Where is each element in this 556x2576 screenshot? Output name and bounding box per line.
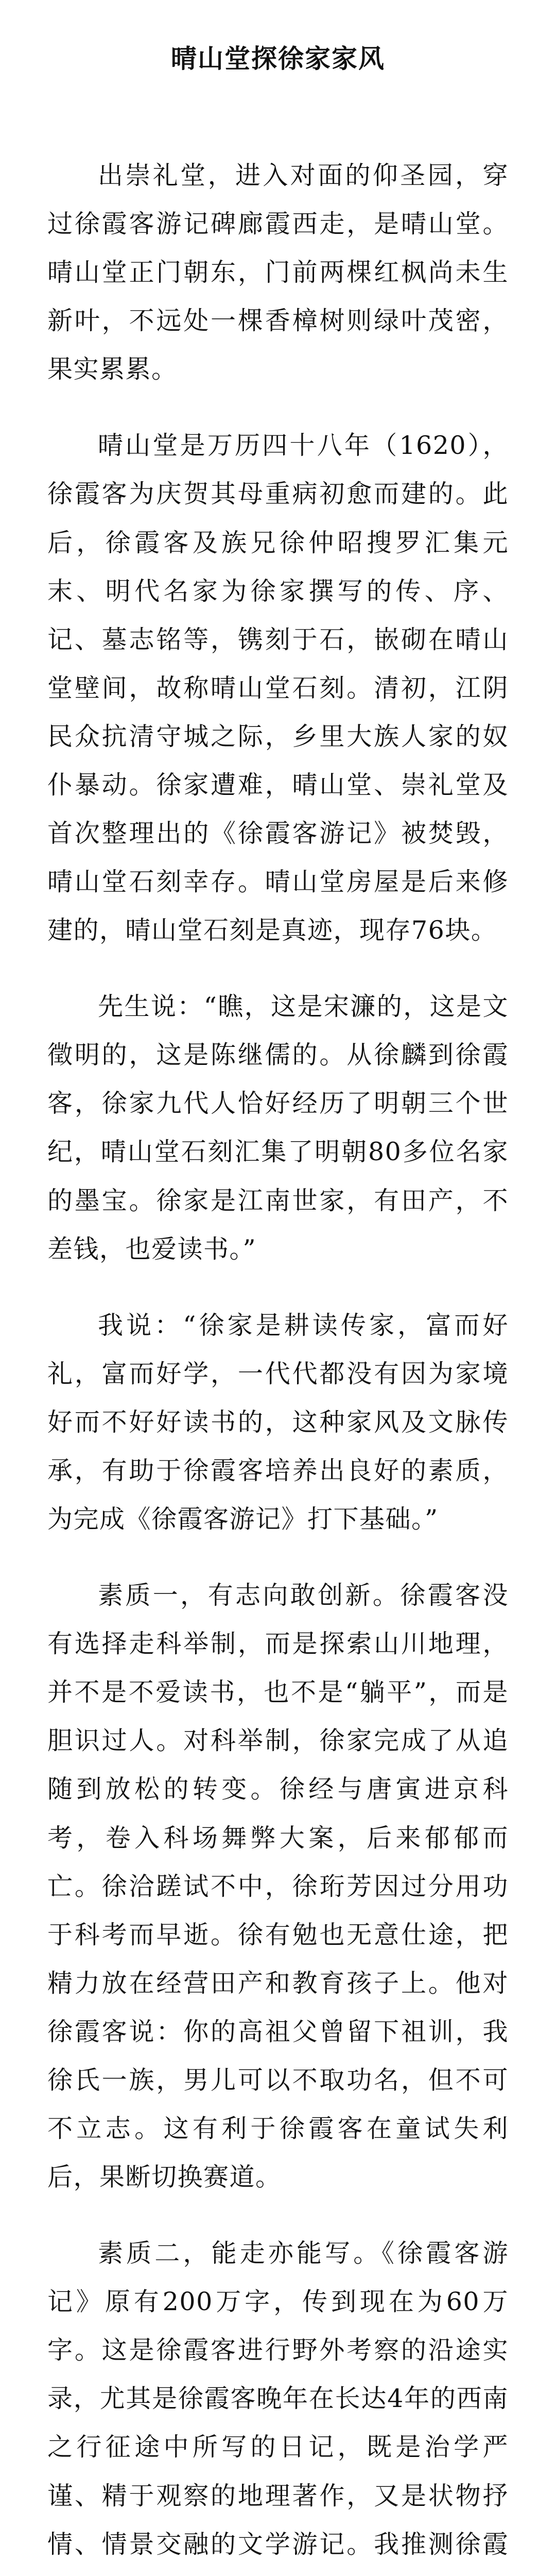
article-body xyxy=(47,151,509,2576)
paragraph-6: 素质二，能走亦能写。《徐霞客游记》原有200万字，传到现在为60万字。这是徐霞客进行野外考察的沿途实录，尤其是徐霞客晚年在长达4年的西南之行征途中所写的日记，既是治学严谨、精于观察的地理著作，又是状物抒情、情景交融的文学游记。我推测徐霞 xyxy=(47,2239,509,2559)
article-title: 晴山堂探徐家家风 xyxy=(171,44,385,74)
paragraph-3: 先生说：“瞧，这是宋濂的，这是文徵明的，这是陈继儒的。从徐麟到徐霞客，徐家九代人恰好经历了明朝三个世纪，晴山堂石刻汇集了明朝80多位名家的墨宝。徐家是江南世家，有田产，不差钱，也爱读书。” xyxy=(47,992,509,1264)
paragraph-5: 素质一，有志向敢创新。徐霞客没有选择走科举制，而是探索山川地理，并不是不爱读书，也不是“躺平”，而是胆识过人。对科举制，徐家完成了从追随到放松的转变。徐经与唐寅进京科考，卷入科场舞弊大案，后来郁郁而亡。徐洽蹉试不中，徐珩芳因过分用功于科考而早逝。徐有勉也无意仕途，把精力放在经营田产和教育孩子上。他对徐霞客说：你的高祖父曾留下祖训，我徐氏一族，男儿可以不取功名，但不可不立志。这有利于徐霞客在童试失利后，果断切换赛道。 xyxy=(47,1581,509,2192)
paragraph-4: 我说：“徐家是耕读传家，富而好礼，富而好学，一代代都没有因为家境好而不好好读书的，这种家风及文脉传承，有助于徐霞客培养出良好的素质，为完成《徐霞客游记》打下基础。” xyxy=(47,1310,509,1534)
paragraph-2: 晴山堂是万历四十八年（1620），徐霞客为庆贺其母重病初愈而建的。此后，徐霞客及族兄徐仲昭搜罗汇集元末、明代名家为徐家撰写的传、序、记、墓志铭等，镌刻于石，嵌砌在晴山堂壁间，故称晴山堂石刻。清初，江阴民众抗清守城之际，乡里大族人家的奴仆暴动。徐家遭难，晴山堂、崇礼堂及首次整理出的《徐霞客游记》被焚毁，晴山堂石刻幸存。晴山堂房屋是后来修建的，晴山堂石刻是真迹，现存76块。 xyxy=(47,431,509,945)
paragraph-1: 出崇礼堂，进入对面的仰圣园，穿过徐霞客游记碑廊霞西走，是晴山堂。晴山堂正门朝东，门前两棵红枫尚未生新叶，不远处一棵香樟树则绿叶茂密，果实累累。 xyxy=(47,161,509,384)
